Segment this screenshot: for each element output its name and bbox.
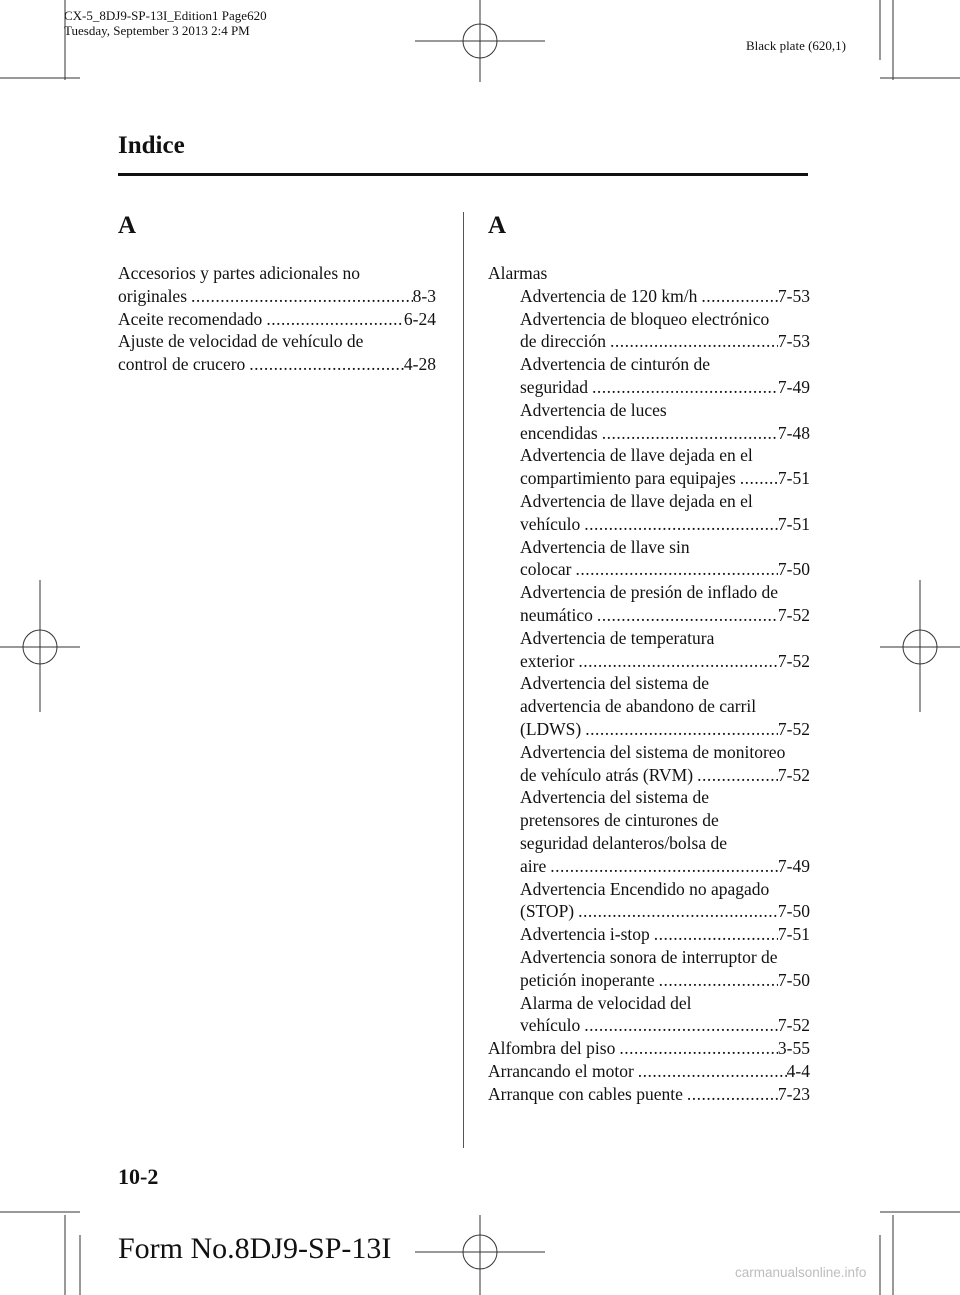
index-entry-page: 7-50 (777, 969, 810, 990)
index-entry-text: Advertencia de luces (520, 399, 667, 420)
index-entry-page: 7-53 (777, 285, 810, 306)
index-entry (488, 422, 810, 445)
column-divider (463, 212, 464, 1148)
index-entry-text: Advertencia del sistema de monitoreo (520, 741, 786, 762)
index-entry (118, 353, 436, 376)
index-entry-text: aire (520, 855, 547, 876)
index-entry (488, 399, 810, 422)
index-entry (488, 900, 810, 923)
index-entry-text: de vehículo atrás (RVM) (520, 764, 694, 785)
index-entry-text: Alarmas (488, 263, 548, 283)
index-entry-page: 7-49 (777, 376, 810, 397)
index-entry (488, 536, 810, 559)
dot-leader (581, 718, 778, 741)
index-entry (488, 992, 810, 1015)
dot-leader (655, 969, 778, 992)
form-number: Form No.8DJ9-SP-13I (118, 1232, 392, 1265)
dot-leader (736, 467, 778, 490)
index-entry (488, 604, 810, 627)
index-entry (488, 308, 810, 331)
page-number: 10-2 (118, 1164, 159, 1189)
index-entry-page: 7-52 (777, 1015, 810, 1036)
index-entry-text: encendidas (520, 422, 598, 443)
index-entry-page: 7-49 (777, 855, 810, 876)
section-header: Indice (118, 132, 185, 159)
header-rule (118, 173, 808, 176)
left-column-letter: A (118, 212, 137, 239)
index-entry-page: 6-24 (403, 308, 436, 329)
index-entry (488, 786, 810, 809)
index-entry (488, 718, 810, 741)
index-entry-text: Alarma de velocidad del (520, 992, 692, 1013)
index-entry (118, 330, 436, 353)
index-entry-text: Aceite recomendado (118, 308, 263, 329)
index-entry (488, 1014, 810, 1037)
index-entry (488, 969, 810, 992)
dot-leader (593, 604, 778, 627)
plate-label: Black plate (620,1) (746, 38, 846, 53)
index-entry (488, 285, 810, 308)
dot-leader (187, 285, 413, 308)
dot-leader (580, 513, 778, 536)
index-entry (488, 490, 810, 513)
dot-leader (693, 764, 778, 787)
index-entry-page: 7-52 (777, 650, 810, 671)
index-entry-text: exterior (520, 650, 575, 671)
index-entry-text: Advertencia de 120 km/h (520, 285, 698, 306)
index-entry (488, 1060, 810, 1083)
dot-leader (606, 330, 778, 353)
index-entry-text: (LDWS) (520, 718, 582, 739)
index-entry-text: pretensores de cinturones de (520, 810, 719, 831)
index-entry-text: Arranque con cables puente (488, 1083, 683, 1104)
left-index-column (118, 262, 436, 376)
index-entry (488, 741, 810, 764)
index-entry-text: Advertencia del sistema de (520, 787, 710, 808)
dot-leader (697, 285, 778, 308)
index-entry-page: 7-52 (777, 604, 810, 625)
index-entry-text: Alfombra del piso (488, 1038, 616, 1059)
index-entry-page: 8-3 (412, 285, 436, 306)
index-entry-text: vehículo (520, 513, 581, 534)
index-entry (488, 878, 810, 901)
index-entry (488, 467, 810, 490)
index-entry (488, 764, 810, 787)
dot-leader (572, 558, 778, 581)
index-entry (488, 672, 810, 695)
dot-leader (650, 923, 778, 946)
print-info-line2: Tuesday, September 3 2013 2:4 PM (64, 23, 250, 38)
index-entry-text: (STOP) (520, 901, 575, 922)
index-entry-text: seguridad (520, 376, 589, 397)
index-entry (118, 262, 436, 285)
index-entry (488, 330, 810, 353)
index-entry-page: 7-52 (777, 764, 810, 785)
print-info (64, 8, 267, 38)
index-entry-text: seguridad delanteros/bolsa de (520, 832, 728, 853)
index-entry-page: 7-51 (777, 513, 810, 534)
index-entry (488, 1037, 810, 1060)
index-entry (488, 627, 810, 650)
index-entry-text: vehículo (520, 1015, 581, 1036)
index-entry (488, 923, 810, 946)
index-entry-page: 4-28 (403, 354, 436, 375)
index-entry-text: Advertencia del sistema de (520, 673, 710, 694)
index-entry-text: Advertencia de temperatura (520, 627, 715, 648)
index-entry-page: 7-23 (777, 1083, 810, 1104)
index-entry (488, 946, 810, 969)
index-entry (488, 513, 810, 536)
dot-leader (580, 1014, 778, 1037)
index-entry (488, 650, 810, 673)
index-entry (488, 444, 810, 467)
index-entry-page: 7-51 (777, 924, 810, 945)
index-entry (488, 832, 810, 855)
index-entry-text: Advertencia sonora de interruptor de (520, 946, 778, 967)
right-index-column (488, 262, 810, 1105)
index-entry-text: Advertencia de llave sin (520, 536, 690, 557)
index-entry (488, 353, 810, 376)
index-entry (488, 262, 810, 285)
index-entry-text: originales (118, 285, 188, 306)
index-entry-page: 7-50 (777, 559, 810, 580)
print-info-line1: CX-5_8DJ9-SP-13I_Edition1 Page620 (64, 8, 267, 23)
index-entry-text: advertencia de abandono de carril (520, 696, 757, 717)
dot-leader (574, 650, 778, 673)
index-entry-text: Advertencia de llave dejada en el (520, 445, 753, 466)
dot-leader (574, 900, 778, 923)
index-entry-page: 3-55 (777, 1038, 810, 1059)
index-entry-text: Advertencia de cinturón de (520, 354, 710, 375)
watermark: carmanualsonline.info (735, 1265, 867, 1280)
dot-leader (546, 855, 778, 878)
index-entry-page: 4-4 (786, 1060, 810, 1081)
index-entry (118, 308, 436, 331)
index-entry-text: Ajuste de velocidad de vehículo de (118, 331, 364, 352)
index-entry (488, 809, 810, 832)
dot-leader (634, 1060, 787, 1083)
index-entry-text: Advertencia de llave dejada en el (520, 490, 753, 511)
index-entry-page: 7-51 (777, 468, 810, 489)
index-entry (488, 1083, 810, 1106)
index-entry (118, 285, 436, 308)
index-entry-text: Advertencia de bloqueo electrónico (520, 308, 770, 329)
dot-leader (262, 308, 404, 331)
index-entry-page: 7-48 (777, 422, 810, 443)
right-column-letter: A (488, 212, 507, 239)
dot-leader (598, 422, 778, 445)
index-entry (488, 855, 810, 878)
index-entry-text: Advertencia Encendido no apagado (520, 878, 770, 899)
index-entry (488, 376, 810, 399)
index-entry (488, 558, 810, 581)
index-entry-text: neumático (520, 604, 593, 625)
index-entry-text: petición inoperante (520, 969, 655, 990)
index-entry-text: de dirección (520, 331, 606, 352)
index-entry-text: Advertencia i-stop (520, 924, 650, 945)
index-entry (488, 695, 810, 718)
dot-leader (588, 376, 778, 399)
dot-leader (245, 353, 404, 376)
dot-leader (615, 1037, 778, 1060)
index-entry-text: compartimiento para equipajes (520, 468, 736, 489)
index-entry-text: control de crucero (118, 354, 246, 375)
index-entry-page: 7-52 (777, 718, 810, 739)
index-entry-text: Advertencia de presión de inflado de (520, 582, 779, 603)
index-entry-text: Arrancando el motor (488, 1060, 634, 1081)
index-entry-page: 7-53 (777, 331, 810, 352)
index-entry-text: colocar (520, 559, 572, 580)
index-entry-text: Accesorios y partes adicionales no (118, 263, 361, 283)
index-entry (488, 581, 810, 604)
dot-leader (683, 1083, 778, 1106)
index-entry-page: 7-50 (777, 901, 810, 922)
